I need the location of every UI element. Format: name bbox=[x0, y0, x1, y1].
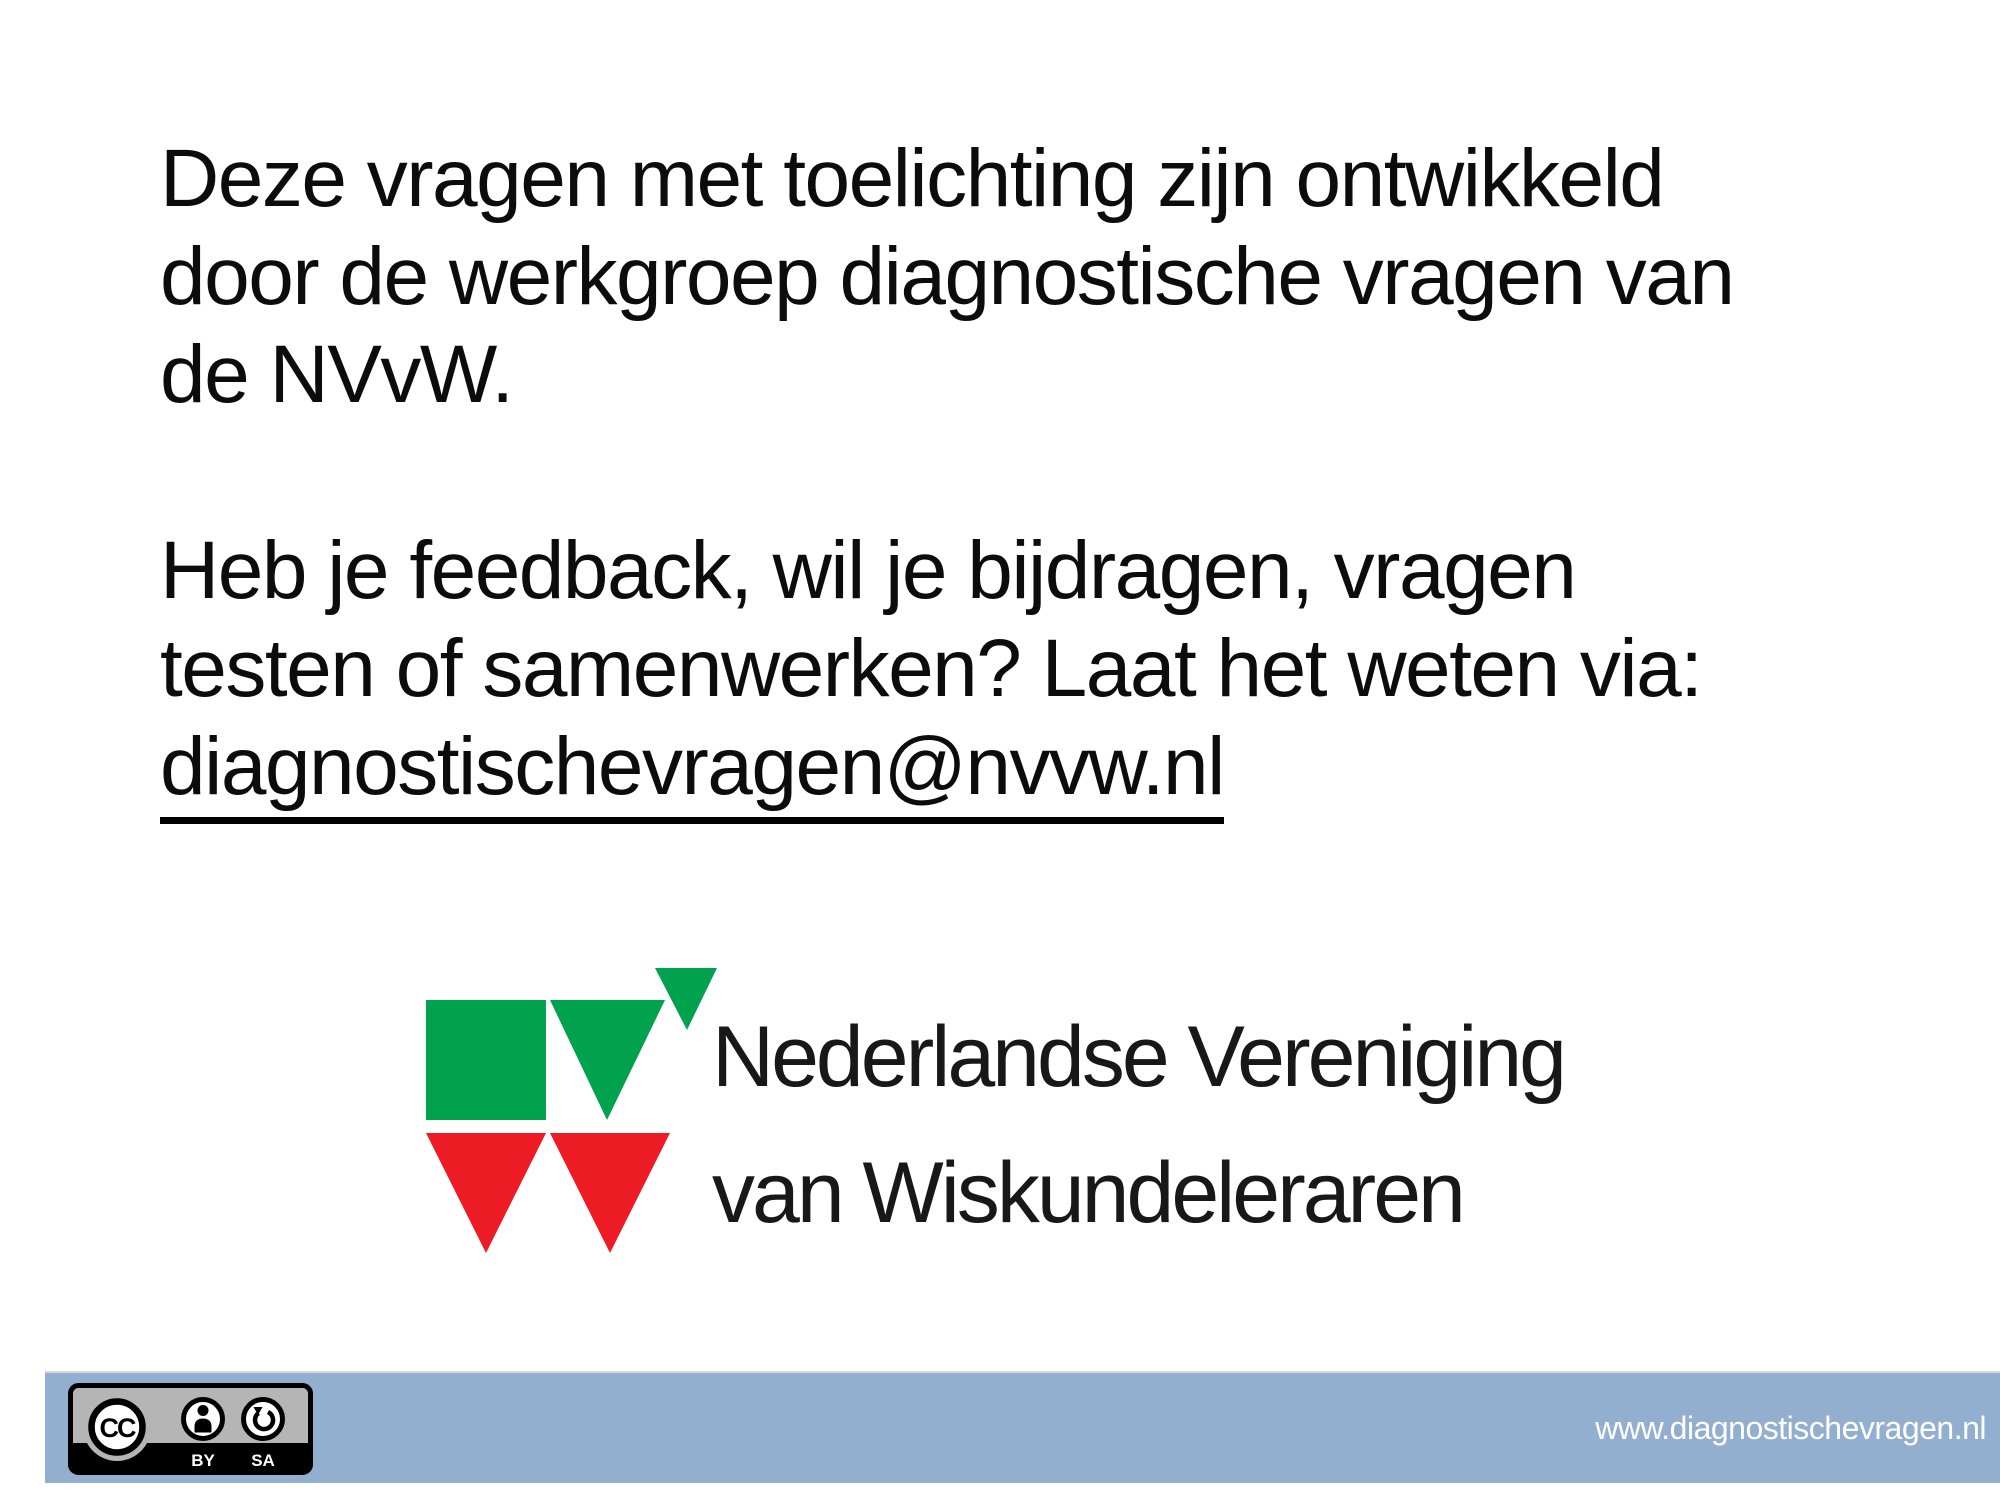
paragraph-intro-line-1: Deze vragen met toelichting zijn ontwikkeld bbox=[160, 133, 1664, 224]
sa-label: SA bbox=[251, 1451, 275, 1470]
footer-website-url: www.diagnostischevragen.nl bbox=[1595, 1410, 1986, 1446]
paragraph-feedback-line-2: testen of samenwerken? Laat het weten via: bbox=[160, 623, 1702, 714]
logo-green-triangle-large bbox=[550, 1000, 665, 1120]
share-alike-icon bbox=[244, 1400, 283, 1439]
paragraph-feedback-line-1: Heb je feedback, wil je bijdragen, vragen bbox=[160, 525, 1576, 616]
body-text bbox=[160, 130, 1920, 914]
paragraph-intro-line-2: door de werkgroep diagnostische vragen van bbox=[160, 231, 1734, 322]
paragraph-intro bbox=[160, 130, 1920, 424]
paragraph-intro-line-3: de NVvW. bbox=[160, 329, 513, 420]
cc-by-sa-badge[interactable] bbox=[68, 1383, 313, 1475]
nvvw-logo-text bbox=[712, 989, 1564, 1261]
email-link[interactable]: diagnostischevragen@nvvw.nl bbox=[160, 721, 1224, 824]
cc-icon-label: CC bbox=[99, 1413, 135, 1443]
nvvw-logo-icon bbox=[420, 963, 720, 1255]
paragraph-feedback bbox=[160, 522, 1920, 816]
person-body bbox=[195, 1419, 212, 1433]
logo-red-triangle-left bbox=[426, 1133, 546, 1253]
logo-red-triangle-right bbox=[550, 1133, 670, 1253]
footer-bar bbox=[45, 1371, 2000, 1483]
logo-green-triangle-small bbox=[655, 968, 717, 1030]
logo-green-square bbox=[426, 1000, 546, 1120]
logo-text-line-2: van Wiskundeleraren bbox=[712, 1145, 1463, 1241]
person-head bbox=[198, 1405, 209, 1416]
by-label: BY bbox=[191, 1451, 215, 1470]
logo-text-line-1: Nederlandse Vereniging bbox=[712, 1009, 1564, 1105]
